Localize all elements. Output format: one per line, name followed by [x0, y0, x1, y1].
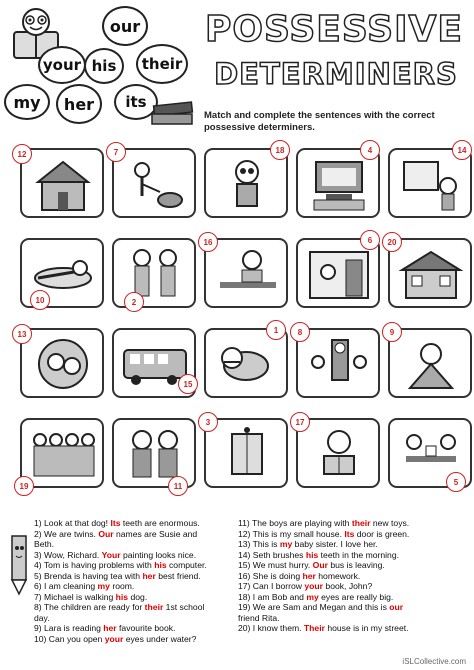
watermark-footer: iSLCollective.com — [402, 657, 466, 666]
card-number-badge: 2 — [124, 292, 144, 312]
sentence-text: best friend. — [155, 570, 201, 581]
sentence-item — [238, 613, 468, 624]
card-number-badge: 1 — [266, 320, 286, 340]
card-number-badge: 8 — [290, 322, 310, 342]
picture-card — [296, 235, 380, 308]
picture-card — [296, 418, 380, 488]
sentence-item — [238, 518, 468, 529]
sentence-text: door is green. — [354, 528, 410, 539]
bubble-our: our — [102, 6, 148, 46]
sentence-text: 2) We are twins. — [34, 528, 99, 539]
teeth-icon — [28, 336, 98, 392]
sentence-text: 6) I am cleaning — [34, 581, 98, 591]
sentence-item — [238, 550, 468, 561]
sentence-item — [238, 539, 468, 550]
sentence-item — [238, 560, 468, 571]
sentence-text: day. — [34, 612, 50, 623]
picture-card — [388, 145, 472, 218]
sentence-text: 7) Michael is walking — [34, 591, 116, 602]
picture-card — [19, 418, 104, 491]
answer-word: their — [144, 602, 164, 612]
sentence-text: 20) I know them. — [238, 623, 304, 633]
sentence-text: dog. — [128, 591, 148, 602]
card-number-badge: 20 — [382, 232, 402, 252]
pencil-mascot-icon — [4, 528, 34, 598]
room-icon — [304, 246, 374, 302]
sister-icon — [396, 336, 466, 392]
answer-word: my — [306, 591, 319, 602]
sentence-text: friend Rita. — [238, 612, 280, 623]
answer-word: Its — [110, 518, 121, 528]
card-number-badge: 18 — [270, 140, 290, 160]
sentence-text: 12) This is my small house. — [238, 528, 345, 539]
answer-word: Your — [101, 549, 121, 560]
sentence-item — [34, 539, 234, 550]
sentence-text: favourite book. — [116, 623, 176, 633]
sentence-item — [34, 550, 234, 561]
instruction-text: Match and complete the sentences with the correct possessive determiners. — [204, 110, 435, 133]
card-number-badge: 9 — [382, 322, 402, 342]
answer-word: my — [279, 539, 293, 549]
sentence-text: 11) The boys are playing with — [238, 518, 352, 528]
answer-word: her — [142, 570, 156, 581]
picture-card — [204, 418, 288, 488]
sentence-item — [34, 581, 234, 592]
sentence-text: book, John? — [323, 581, 373, 591]
card-number-badge: 3 — [198, 412, 218, 432]
answer-word: Our — [98, 528, 114, 539]
sentence-text: painting looks nice. — [120, 549, 197, 560]
card-number-badge: 5 — [446, 472, 466, 492]
title-line2: DETERMINERS — [214, 57, 458, 91]
sentence-item — [238, 592, 468, 603]
sentence-item — [238, 571, 468, 582]
card-number-badge: 17 — [290, 412, 310, 432]
children-icon — [28, 426, 98, 482]
title-line1: POSSESSIVE — [205, 9, 463, 50]
picture-card — [204, 145, 288, 218]
sentence-text: 16) She is doing — [238, 570, 303, 581]
sentence-text: computer. — [166, 560, 207, 570]
sentence-text: 4) Tom is having problems with — [34, 560, 155, 570]
sentence-text: 3) Wow, Richard. — [34, 549, 102, 560]
bubble-its: its — [114, 84, 158, 120]
sentence-item — [34, 571, 234, 582]
sentence-text: eyes under water? — [123, 633, 197, 644]
sentence-text: eyes are really big. — [318, 591, 394, 602]
card-number-badge: 19 — [14, 476, 34, 496]
bubble-their: their — [136, 44, 188, 84]
bubble-my: my — [4, 84, 50, 120]
sentence-item — [34, 518, 234, 529]
books-icon — [150, 100, 196, 130]
sentence-text: Beth. — [34, 539, 55, 549]
painting-icon — [396, 156, 466, 212]
sentence-item — [34, 592, 234, 603]
answer-word: your — [304, 581, 324, 591]
card-number-badge: 7 — [106, 142, 126, 162]
answer-word: her — [103, 623, 117, 633]
sentence-text: room. — [109, 581, 135, 591]
answer-word: her — [302, 570, 316, 581]
house-icon — [396, 246, 466, 302]
sentence-text: 10) Can you open — [34, 633, 105, 644]
picture-card — [204, 325, 288, 398]
answer-word: their — [351, 518, 371, 528]
bubble-your: your — [38, 46, 86, 84]
picture-card — [388, 328, 472, 398]
picture-card — [388, 418, 472, 488]
sentences-right — [238, 518, 468, 634]
picture-card — [112, 328, 196, 398]
picture-card — [388, 238, 472, 308]
sentence-item — [238, 623, 468, 634]
sentence-text: baby sister. I love her. — [292, 539, 378, 549]
dog-walk-icon — [120, 156, 190, 212]
card-number-badge: 11 — [168, 476, 188, 496]
sentence-item — [34, 529, 234, 540]
answer-word: Our — [312, 560, 328, 570]
answer-word: his — [305, 549, 319, 560]
answer-word: my — [97, 581, 110, 591]
answer-word: his — [115, 591, 129, 602]
answer-word: our — [389, 602, 404, 612]
bubble-her: her — [56, 84, 102, 124]
card-number-badge: 15 — [178, 374, 198, 394]
sentence-item — [238, 529, 468, 540]
sentence-text: 13) This is — [238, 539, 280, 549]
sentence-item — [34, 634, 234, 645]
picture-card — [296, 328, 380, 398]
card-number-badge: 14 — [452, 140, 472, 160]
sentences-left — [34, 518, 234, 644]
sentence-text: 17) Can I borrow — [238, 581, 305, 591]
card-number-badge: 6 — [360, 230, 380, 250]
answer-word: his — [154, 560, 167, 570]
card-number-badge: 4 — [360, 140, 380, 160]
dog-icon — [212, 336, 282, 392]
sentence-text: homework. — [315, 570, 361, 581]
picture-card — [112, 418, 196, 491]
sentence-text: house is in my street. — [324, 623, 409, 633]
sentence-text: 14) Seth brushes — [238, 549, 306, 560]
card-number-badge: 16 — [198, 232, 218, 252]
sentence-text: 9) Lara is reading — [34, 623, 104, 633]
clock-family-icon — [304, 336, 374, 392]
sentence-item — [34, 560, 234, 571]
picture-card — [296, 145, 380, 218]
card-number-badge: 10 — [30, 290, 50, 310]
picture-card — [112, 238, 196, 308]
sentence-item — [34, 613, 234, 624]
answer-word: your — [104, 633, 124, 644]
card-number-badge: 12 — [12, 144, 32, 164]
sentence-text: names are Susie and — [113, 528, 198, 539]
reading-icon — [304, 426, 374, 482]
sentence-text: new toys. — [370, 518, 410, 528]
answer-word: Their — [303, 623, 325, 633]
card-number-badge: 13 — [12, 324, 32, 344]
sentence-item — [34, 623, 234, 634]
sentence-item — [34, 602, 234, 613]
sentence-text: 19) We are Sam and Megan and this is — [238, 602, 390, 612]
sentence-text: 18) I am Bob and — [238, 591, 307, 602]
boy-icon — [212, 156, 282, 212]
sentence-item — [238, 581, 468, 592]
sentence-text: teeth are enormous. — [120, 518, 200, 528]
sentence-text: bus is leaving. — [327, 560, 385, 570]
sentence-text: 5) Brenda is having tea with — [34, 570, 143, 581]
sentence-text: 8) The children are ready for — [34, 602, 145, 612]
book-icon — [212, 426, 282, 482]
picture-card — [17, 148, 104, 218]
boys-toys-icon — [120, 426, 190, 482]
sentence-item — [238, 602, 468, 613]
sentence-text: teeth in the morning. — [318, 549, 399, 560]
sentence-text: 1st school — [163, 602, 205, 612]
picture-card — [204, 238, 288, 308]
answer-word: Its — [344, 528, 355, 539]
computer-icon — [304, 156, 374, 212]
sentence-text: 1) Look at that dog! — [34, 518, 111, 528]
picture-card — [17, 328, 104, 398]
picture-card — [112, 148, 196, 218]
picture-card — [20, 238, 104, 308]
homework-icon — [212, 246, 282, 302]
sentence-text: 15) We must hurry. — [238, 560, 313, 570]
bubble-his: his — [84, 48, 124, 84]
house-icon — [28, 156, 98, 212]
